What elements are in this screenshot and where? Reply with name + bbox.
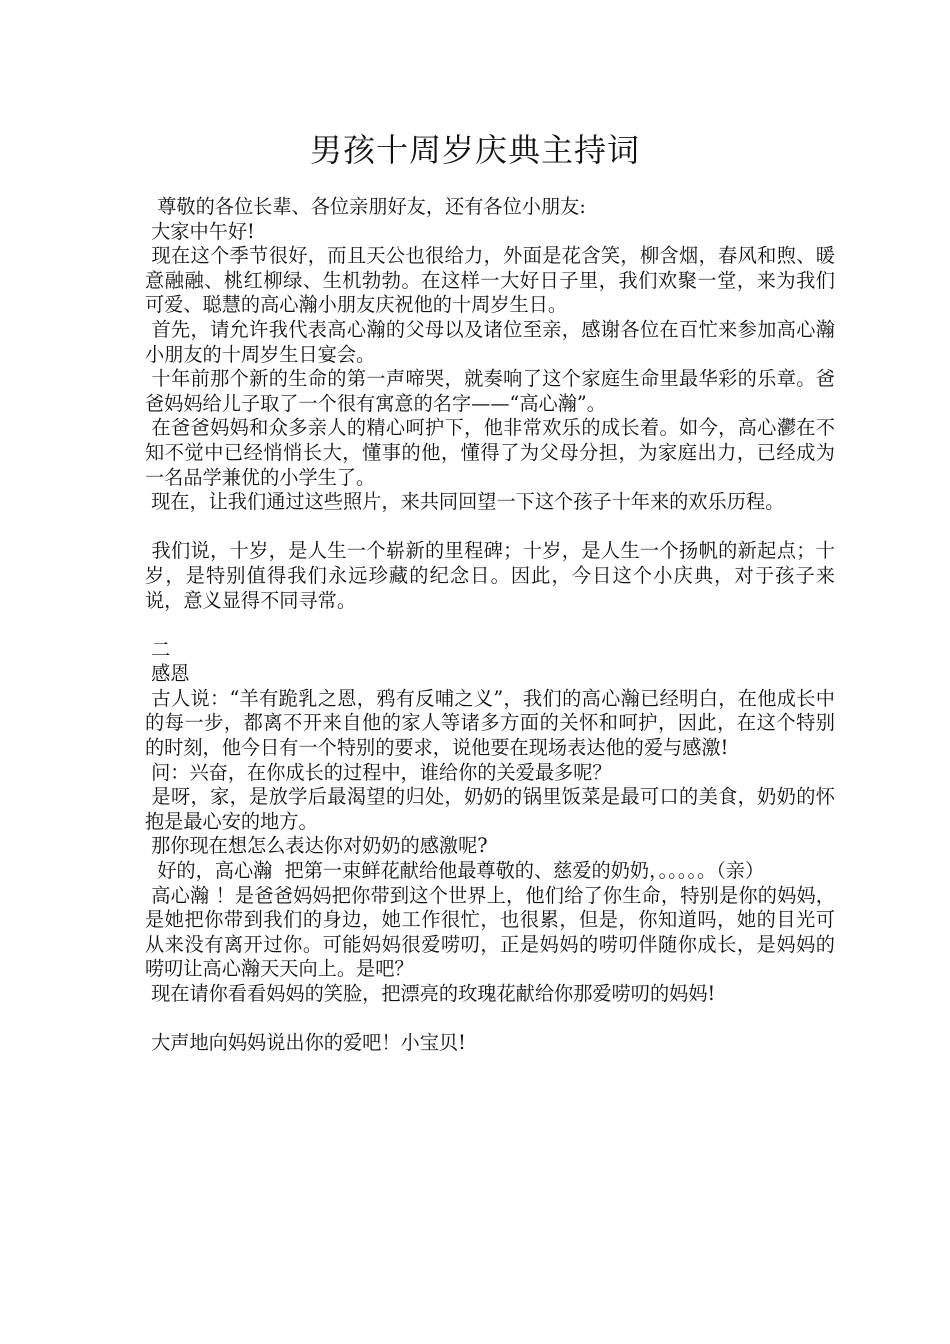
body-paragraph: 我们说，十岁，是人生一个崭新的里程碑；十岁，是人生一个扬帆的新起点；十岁，是特别值得我们永远珍藏的纪念日。因此，今日这个小庆典，对于孩子来说，意义显得不同寻常。 <box>145 539 835 612</box>
body-paragraph: 是呀，家，是放学后最渴望的归处，奶奶的锅里饭菜是最可口的美食，奶奶的怀抱是最心安的地方。 <box>145 785 835 833</box>
body-paragraph: 好的，高心瀚 把第一束鲜花献给他最尊敬的、慈爱的奶奶，。。。。。（亲） <box>145 859 765 883</box>
body-paragraph: 首先，请允许我代表高心瀚的父母以及诸位至亲，感谢各位在百忙来参加高心瀚小朋友的十周岁生日宴会。 <box>145 317 835 366</box>
blank-line <box>145 515 835 540</box>
body-paragraph: 十年前那个新的生命的第一声啼哭，就奏响了这个家庭生命里最华彩的乐章。爸爸妈妈给儿子取了一个很有寓意的名字——“高心瀚”。 <box>145 367 835 415</box>
body-paragraph: 大家中午好! <box>145 219 255 243</box>
body-paragraph: 现在请你看看妈妈的笑脸，把漂亮的玫瑰花献给你那爱唠叨的妈妈! <box>145 982 716 1005</box>
blank-line <box>145 1007 835 1032</box>
body-paragraph: 高心瀚 ！是爸爸妈妈把你带到这个世界上，他们给了你生命，特别是你的妈妈，是她把你带到我们的身边，她工作很忙，也很累，但是，你知道吗，她的目光可从来没有离开过你。可能妈妈很爱唠叨，正是妈妈的唠叨伴随你成长，是妈妈的唠叨让高心瀚天天向上。是吧？ <box>145 883 835 981</box>
body-paragraph: 在爸爸妈妈和众多亲人的精心呵护下，他非常欢乐的成长着。如今，高心灪在不知不觉中已经悄悄长大，懂事的他，懂得了为父母分担，为家庭出力，已经成为一名品学兼优的小学生了。 <box>145 416 835 489</box>
document-title: 男孩十周岁庆典主持词 <box>309 131 640 169</box>
body-paragraph: 那你现在想怎么表达你对奶奶的感激呢? <box>145 834 488 858</box>
body-paragraph: 现在这个季节很好，而且天公也很给力，外面是花含笑，柳含烟，春风和煦、暖意融融、桃红柳绿、生机勃勃。在这样一大好日子里，我们欢聚一堂，来为我们可爱、聪慧的高心瀚小朋友庆祝他的十周岁生日。 <box>145 244 835 317</box>
body-paragraph: 二 <box>145 637 171 661</box>
body-paragraph: 感恩 <box>145 662 190 686</box>
body-paragraph: 尊敬的各位长辈、各位亲朋好友，还有各位小朋友: <box>145 195 586 218</box>
body-paragraph: 大声地向妈妈说出你的爱吧！小宝贝! <box>145 1031 466 1055</box>
document-body <box>145 195 835 1056</box>
body-paragraph: 现在，让我们通过这些照片，来共同回望一下这个孩子十年来的欢乐历程。 <box>145 490 785 514</box>
body-paragraph: 问：兴奋，在你成长的过程中，谁给你的关爱最多呢？ <box>145 760 612 784</box>
blank-line <box>145 613 835 638</box>
body-paragraph: 古人说：“羊有跪乳之恩，鸦有反哺之义”，我们的高心瀚已经明白，在他成长中的每一步，都离不开来自他的家人等诸多方面的关怀和呵护，因此，在这个特别的时刻，他今日有一个特别的要求，说他要在现场表达他的爱与感激! <box>145 686 835 760</box>
